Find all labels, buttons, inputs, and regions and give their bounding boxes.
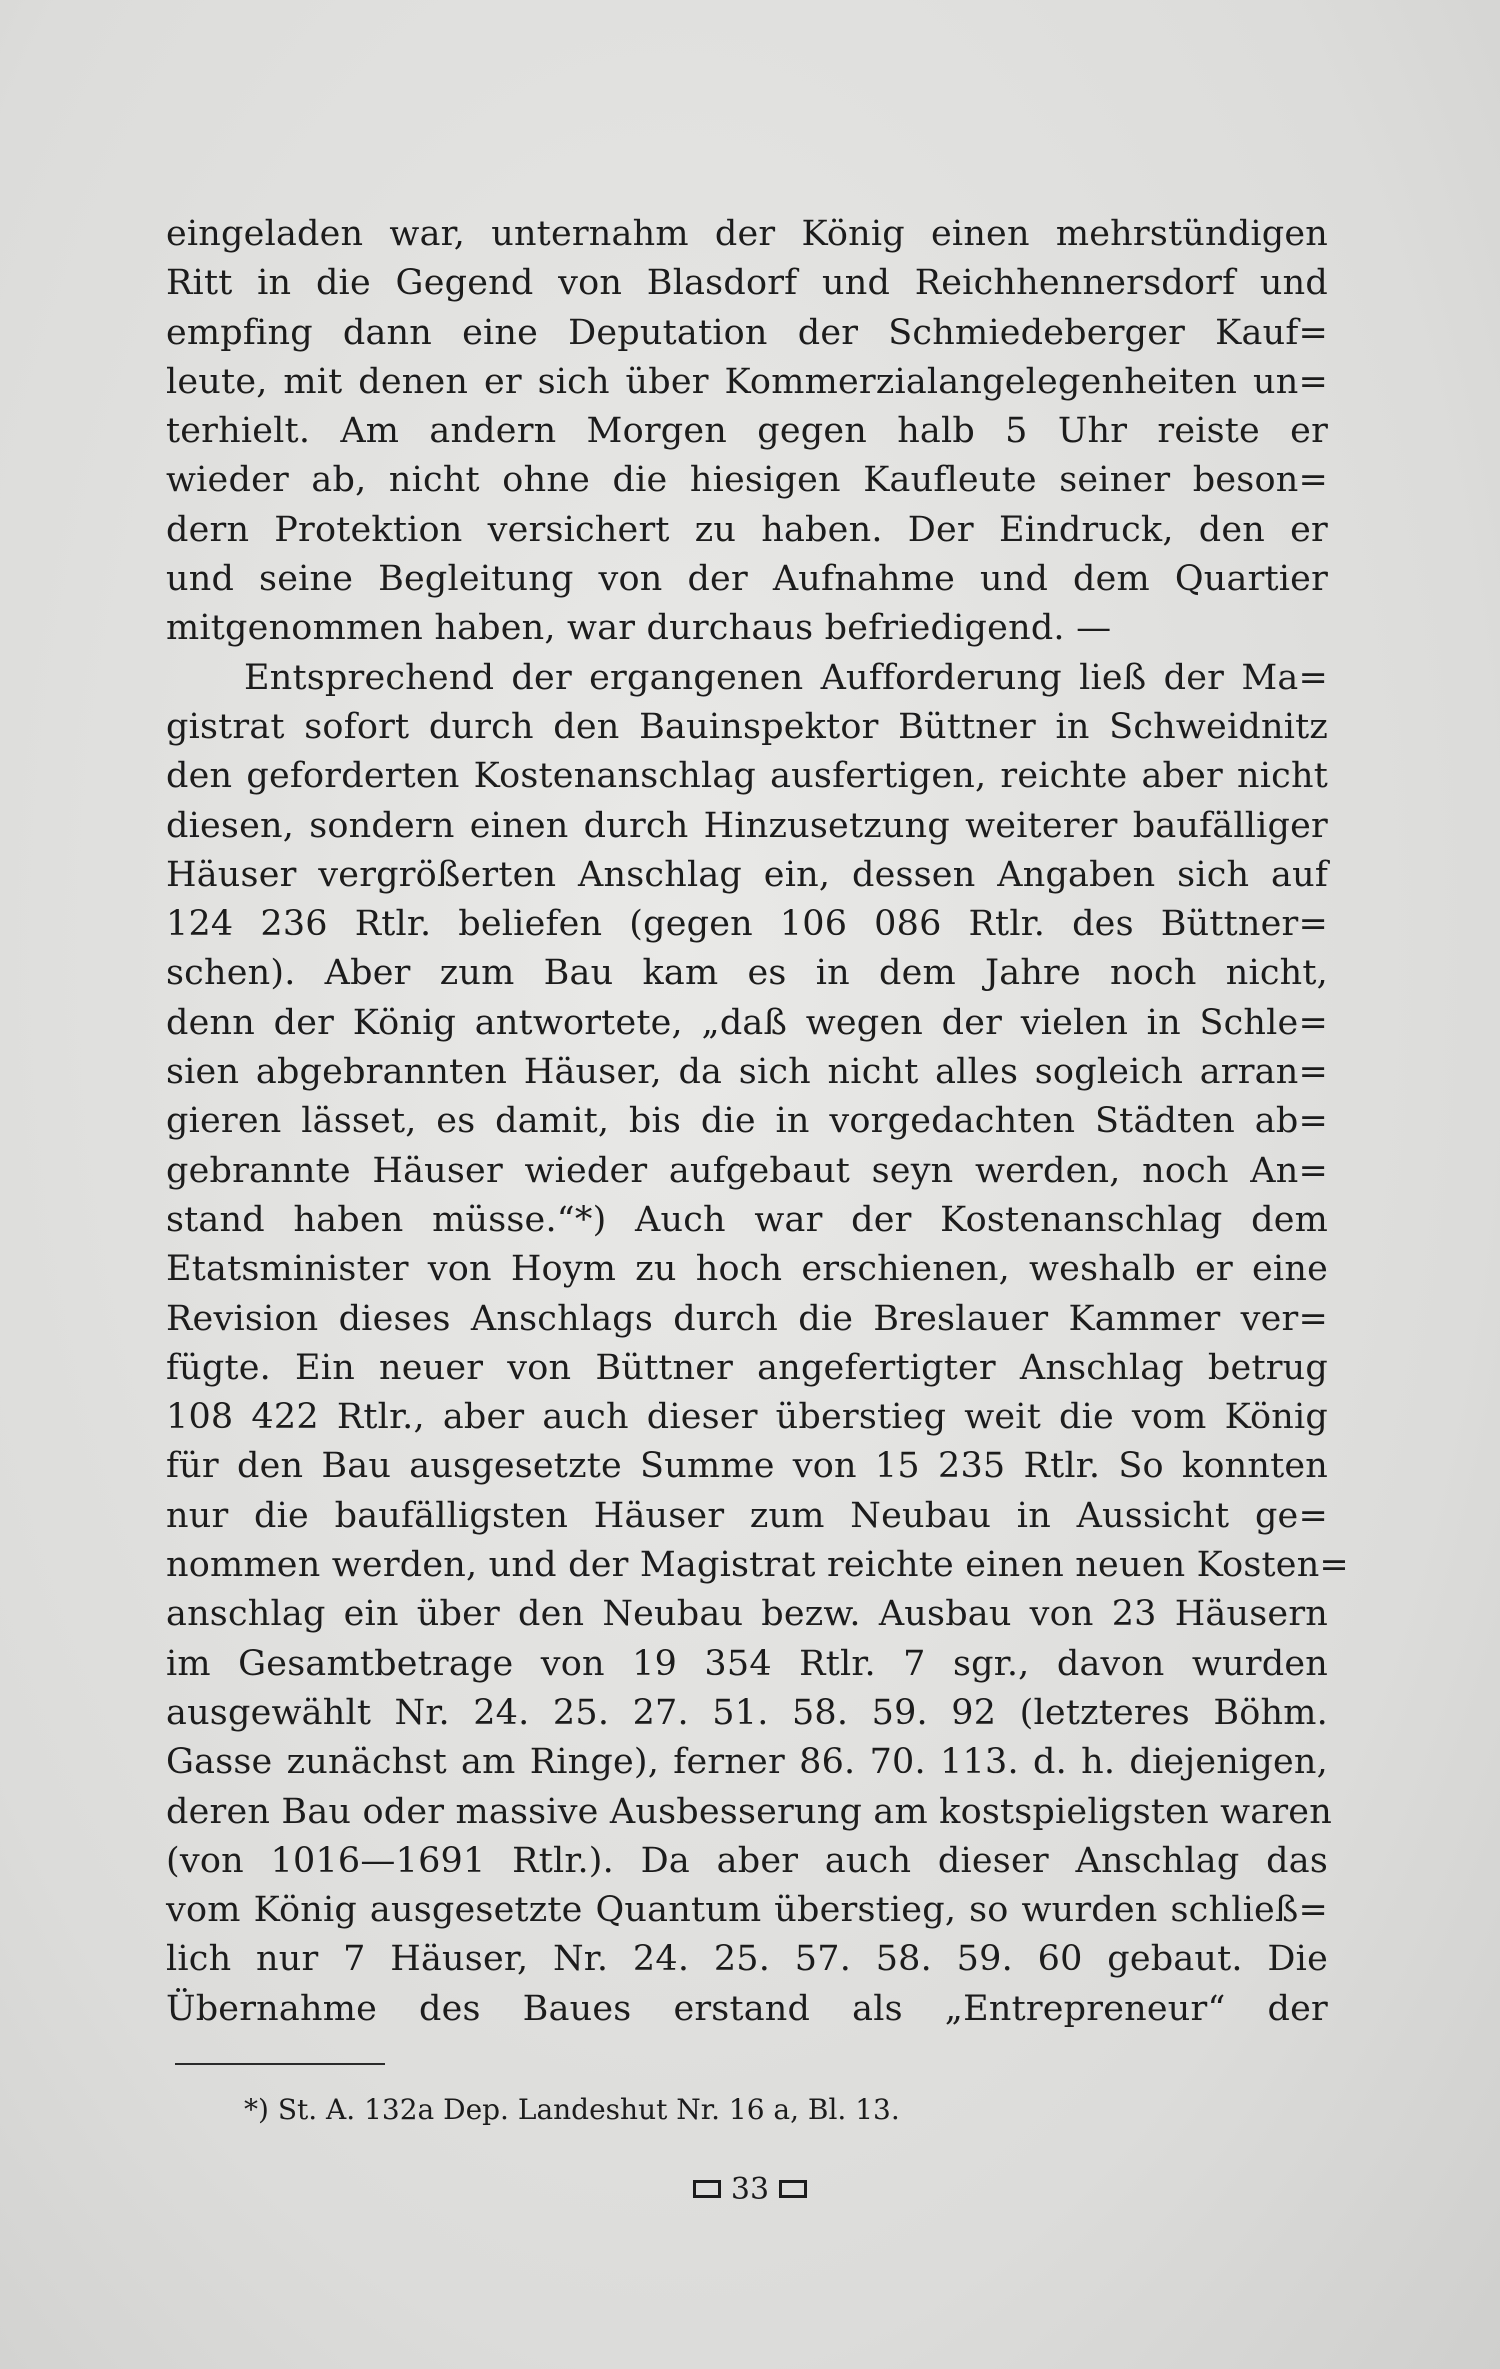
text-line: leute, mit denen er sich über Kommerzialangelegenheiten un= — [166, 361, 1328, 402]
text-line: diesen, sondern einen durch Hinzusetzung weiterer baufälliger — [166, 805, 1328, 846]
text-line: Häuser vergrößerten Anschlag ein, dessen Angaben sich auf — [166, 854, 1328, 895]
text-line: terhielt. Am andern Morgen gegen halb 5 Uhr reiste er — [166, 411, 1328, 452]
text-line: 108 422 Rtlr., aber auch dieser überstieg weit die vom König — [166, 1397, 1328, 1438]
text-line: mitgenommen haben, war durchaus befriedigend. — — [166, 608, 1112, 649]
text-line: vom König ausgesetzte Quantum überstieg, so wurden schließ= — [166, 1890, 1328, 1931]
text-line: Übernahme des Baues erstand als „Entrepreneur“ der — [166, 1988, 1328, 2029]
page-number-ornament-left — [693, 2180, 721, 2198]
text-line: ausgewählt Nr. 24. 25. 27. 51. 58. 59. 92 (letzteres Böhm. — [166, 1692, 1328, 1733]
text-line: stand haben müsse.“*) Auch war der Kostenanschlag dem — [166, 1199, 1328, 1240]
text-line: nur die baufälligsten Häuser zum Neubau in Aussicht ge= — [166, 1495, 1328, 1536]
footnote-divider — [175, 2063, 385, 2065]
text-line: deren Bau oder massive Ausbesserung am kostspieligsten waren — [166, 1791, 1332, 1832]
text-line: gistrat sofort durch den Bauinspektor Büttner in Schweidnitz — [166, 706, 1328, 747]
body-text — [166, 210, 1349, 2034]
text-line: dern Protektion versichert zu haben. Der Eindruck, den er — [166, 509, 1328, 550]
page-number — [0, 2170, 1500, 2210]
text-line: (von 1016—1691 Rtlr.). Da aber auch dieser Anschlag das — [166, 1840, 1328, 1881]
text-line: Ritt in die Gegend von Blasdorf und Reichhennersdorf und — [166, 263, 1328, 304]
text-line: Gasse zunächst am Ringe), ferner 86. 70. 113. d. h. diejenigen, — [166, 1742, 1328, 1783]
page-number-value: 33 — [730, 2172, 770, 2207]
page-number-ornament-right — [779, 2180, 807, 2198]
text-line: und seine Begleitung von der Aufnahme und dem Quartier — [166, 559, 1328, 600]
text-line: sien abgebrannten Häuser, da sich nicht alles sogleich arran= — [166, 1052, 1328, 1093]
footnote: *) St. A. 132a Dep. Landeshut Nr. 16 a, Bl. 13. — [244, 2093, 900, 2126]
paragraph-start-line: Entsprechend der ergangenen Aufforderung ließ der Ma= — [244, 657, 1328, 698]
text-line: für den Bau ausgesetzte Summe von 15 235 Rtlr. So konnten — [166, 1446, 1328, 1487]
text-line: denn der König antwortete, „daß wegen der vielen in Schle= — [166, 1002, 1328, 1043]
text-line: gieren lässet, es damit, bis die in vorgedachten Städten ab= — [166, 1101, 1328, 1142]
text-line: gebrannte Häuser wieder aufgebaut seyn werden, noch An= — [166, 1150, 1328, 1191]
text-line: fügte. Ein neuer von Büttner angefertigter Anschlag betrug — [166, 1347, 1328, 1388]
text-line: nommen werden, und der Magistrat reichte einen neuen Kosten= — [166, 1545, 1349, 1586]
text-line: im Gesamtbetrage von 19 354 Rtlr. 7 sgr., davon wurden — [166, 1643, 1328, 1684]
text-line: empfing dann eine Deputation der Schmiedeberger Kauf= — [166, 312, 1328, 353]
text-line: eingeladen war, unternahm der König einen mehrstündigen — [166, 214, 1328, 254]
text-line: anschlag ein über den Neubau bezw. Ausbau von 23 Häusern — [166, 1594, 1328, 1635]
text-line: Revision dieses Anschlags durch die Breslauer Kammer ver= — [166, 1298, 1328, 1339]
text-line: Etatsminister von Hoym zu hoch erschienen, weshalb er eine — [166, 1249, 1328, 1290]
text-line: den geforderten Kostenanschlag ausfertigen, reichte aber nicht — [166, 756, 1328, 797]
text-line: schen). Aber zum Bau kam es in dem Jahre noch nicht, — [166, 953, 1328, 994]
text-line: 124 236 Rtlr. beliefen (gegen 106 086 Rtlr. des Büttner= — [166, 904, 1328, 945]
text-line: lich nur 7 Häuser, Nr. 24. 25. 57. 58. 59. 60 gebaut. Die — [166, 1939, 1328, 1980]
text-line: wieder ab, nicht ohne die hiesigen Kaufleute seiner beson= — [166, 460, 1328, 501]
